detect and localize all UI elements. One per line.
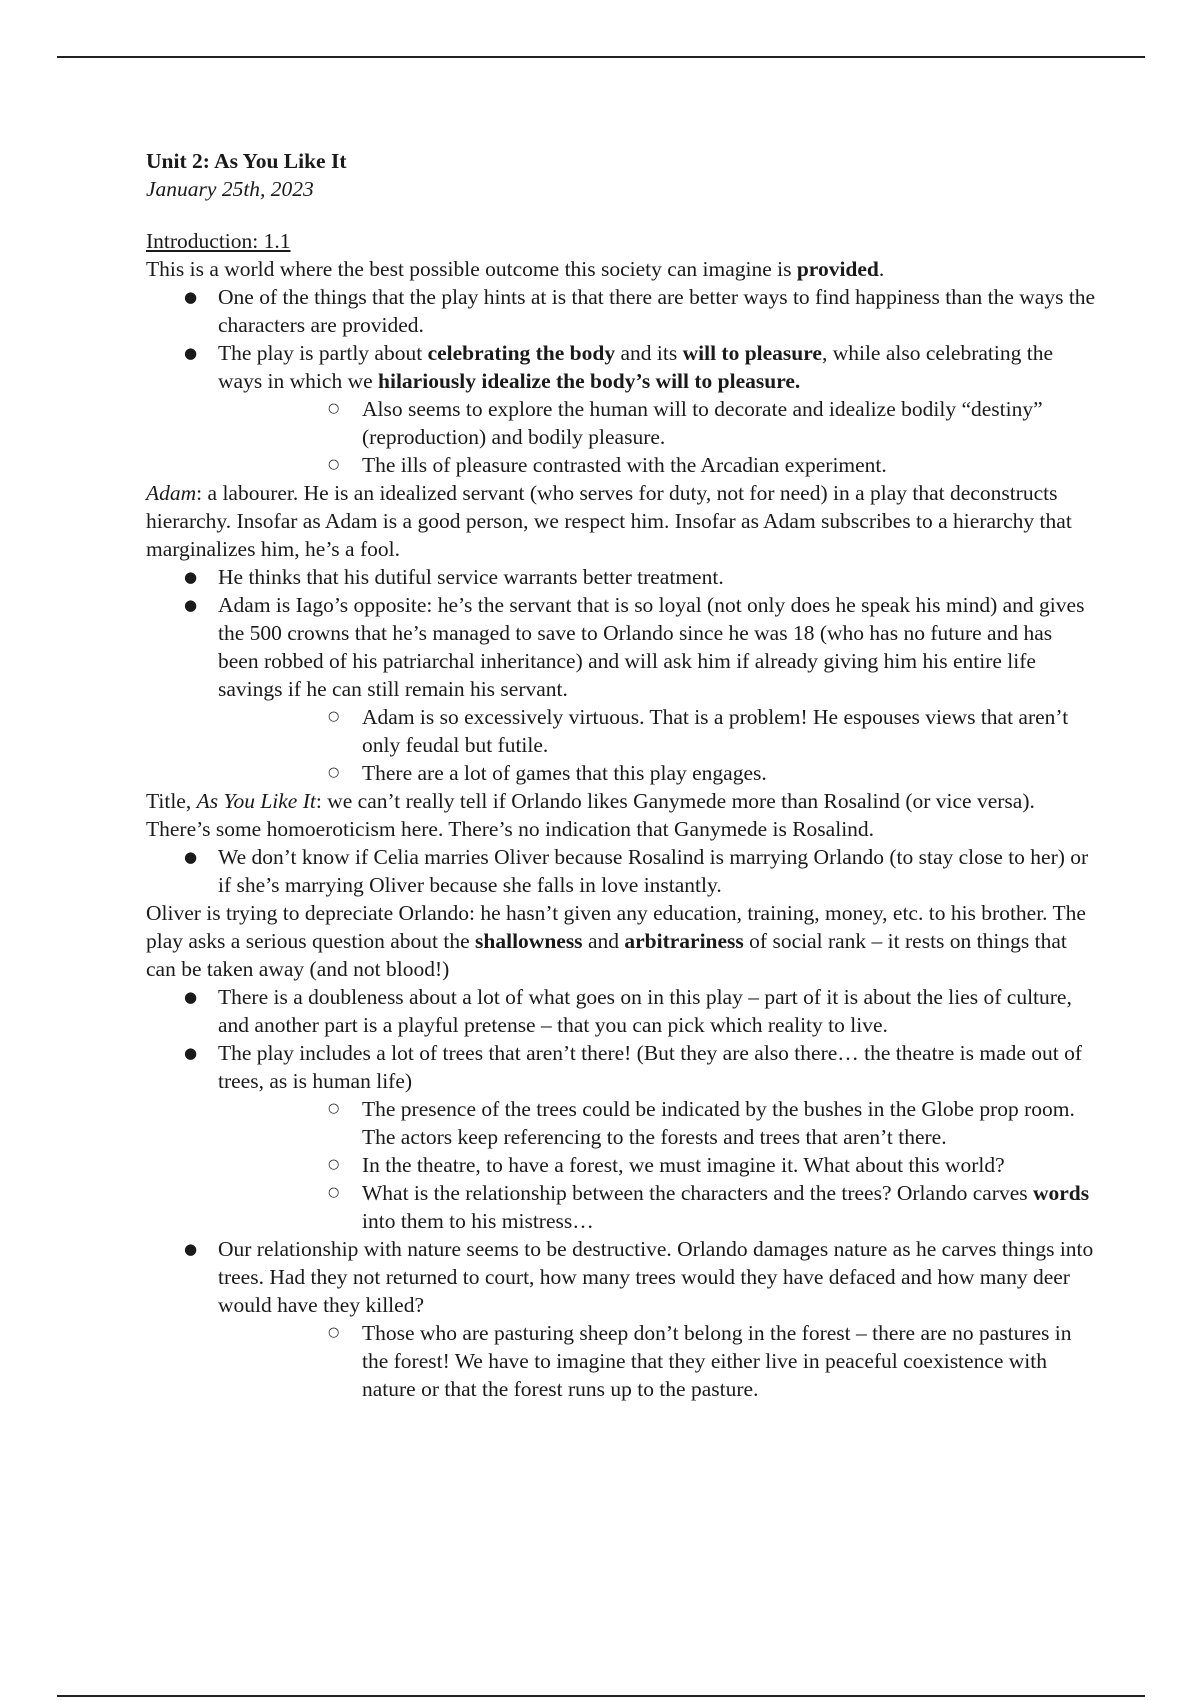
paragraph-oliver: Oliver is trying to depreciate Orlando: he hasn’t given any education, training, money, etc. to his brother. The play asks a serious question about the shallowness and arbitrariness of social rank – it rests on things that can be taken away (and not blood!)	[146, 901, 1086, 981]
document-date: January 25th, 2023	[146, 177, 314, 201]
document-title: Unit 2: As You Like It	[146, 149, 347, 173]
list-item: ● Adam is Iago’s opposite: he’s the servant that is so loyal (not only does he speak his mind) and gives the 500 crowns that he’s managed to save to Orlando since he was 18 (who has no future and has been robbed of his patriarchal inheritance) and will ask him if already giving him his entire life savings if he can still remain his servant. ○ Adam is so excessively virtuous. That is a problem! He espouses views that aren’t only feudal but futile. ○ There are a lot of games that this play engages.	[146, 591, 1096, 787]
list-item: ● He thinks that his dutiful service warrants better treatment.	[146, 563, 1096, 591]
bullet-list	[146, 563, 1096, 787]
list-item: ● The play includes a lot of trees that aren’t there! (But they are also there… the theatre is made out of trees, as is human life) ○ The presence of the trees could be indicated by the bushes in the Globe prop room. The actors keep referencing to the forests and trees that aren’t there. ○ In the theatre, to have a forest, we must imagine it. What about this world? ○ What is the relationship between the characters and the trees? Orlando carves words into them to his mistress…	[146, 1039, 1096, 1235]
sub-bullet-list	[218, 1095, 1096, 1235]
list-item: ○ The presence of the trees could be indicated by the bushes in the Globe prop room. The actors keep referencing to the forests and trees that aren’t there.	[218, 1095, 1096, 1151]
list-item: ○ There are a lot of games that this play engages.	[218, 759, 1096, 787]
paragraph-world: This is a world where the best possible outcome this society can imagine is provided.	[146, 257, 885, 281]
bullet-list	[146, 283, 1096, 479]
list-item: ● There is a doubleness about a lot of what goes on in this play – part of it is about the lies of culture, and another part is a playful pretense – that you can pick which reality to live.	[146, 983, 1096, 1039]
sub-bullet-list	[218, 1319, 1096, 1403]
bottom-rule	[57, 1695, 1145, 1697]
paragraph-title: Title, As You Like It: we can’t really tell if Orlando likes Ganymede more than Rosalind (or vice versa). There’s some homoeroticism here. There’s no indication that Ganymede is Rosalind.	[146, 789, 1035, 841]
list-item: ○ Those who are pasturing sheep don’t belong in the forest – there are no pastures in the forest! We have to imagine that they either live in peaceful coexistence with nature or that the forest runs up to the pasture.	[218, 1319, 1096, 1403]
list-item: ● We don’t know if Celia marries Oliver because Rosalind is marrying Orlando (to stay close to her) or if she’s marrying Oliver because she falls in love instantly.	[146, 843, 1096, 899]
document-body	[146, 147, 1096, 1403]
bullet-list	[146, 983, 1096, 1403]
list-item: ● One of the things that the play hints at is that there are better ways to find happiness than the ways the characters are provided.	[146, 283, 1096, 339]
sub-bullet-list	[218, 395, 1096, 479]
list-item: ● The play is partly about celebrating the body and its will to pleasure, while also celebrating the ways in which we hilariously idealize the body’s will to pleasure. ○ Also seems to explore the human will to decorate and idealize bodily “destiny” (reproduction) and bodily pleasure. ○ The ills of pleasure contrasted with the Arcadian experiment.	[146, 339, 1096, 479]
list-item: ○ The ills of pleasure contrasted with the Arcadian experiment.	[218, 451, 1096, 479]
top-rule	[57, 56, 1145, 58]
list-item: ○ Also seems to explore the human will to decorate and idealize bodily “destiny” (reproduction) and bodily pleasure.	[218, 395, 1096, 451]
paragraph-adam: Adam: a labourer. He is an idealized servant (who serves for duty, not for need) in a play that deconstructs hierarchy. Insofar as Adam is a good person, we respect him. Insofar as Adam subscribes to a hierarchy that marginalizes him, he’s a fool.	[146, 481, 1072, 561]
list-item: ○ What is the relationship between the characters and the trees? Orlando carves words into them to his mistress…	[218, 1179, 1096, 1235]
sub-bullet-list	[218, 703, 1096, 787]
bullet-list	[146, 843, 1096, 899]
list-item: ○ Adam is so excessively virtuous. That is a problem! He espouses views that aren’t only feudal but futile.	[218, 703, 1096, 759]
list-item: ○ In the theatre, to have a forest, we must imagine it. What about this world?	[218, 1151, 1096, 1179]
list-item: ● Our relationship with nature seems to be destructive. Orlando damages nature as he carves things into trees. Had they not returned to court, how many trees would they have defaced and how many deer would have they killed? ○ Those who are pasturing sheep don’t belong in the forest – there are no pastures in the forest! We have to imagine that they either live in peaceful coexistence with nature or that the forest runs up to the pasture.	[146, 1235, 1096, 1403]
section-heading: Introduction: 1.1	[146, 229, 291, 253]
